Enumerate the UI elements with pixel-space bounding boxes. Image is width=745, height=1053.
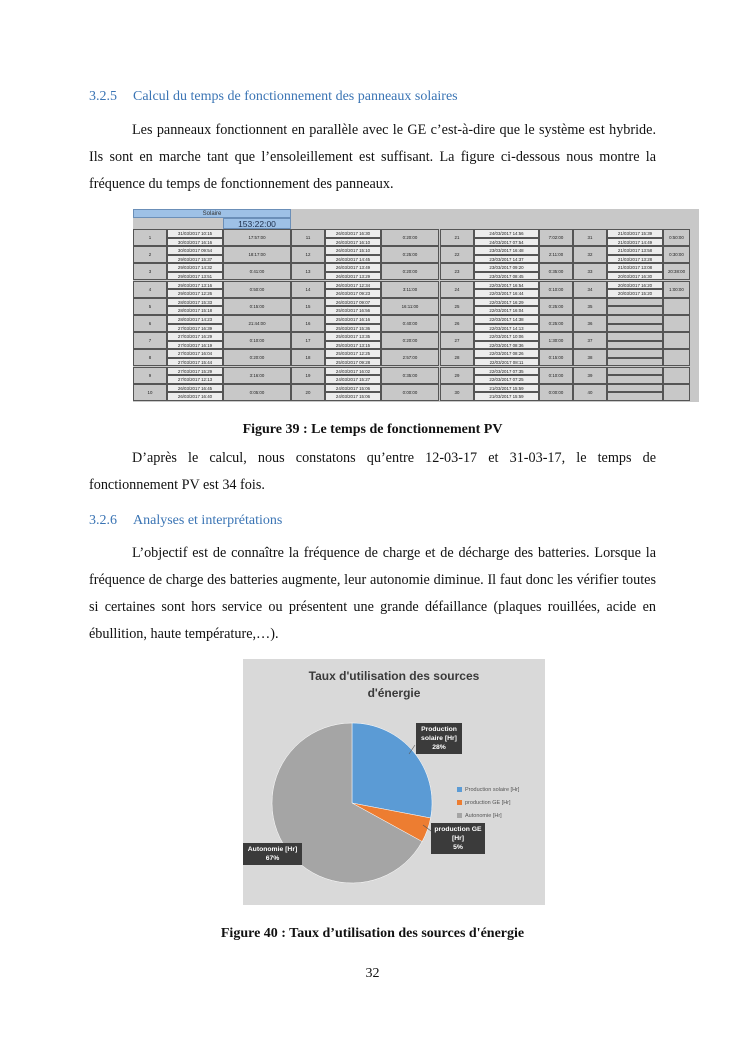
start-datetime: 20/03/2017 16:20 bbox=[607, 281, 663, 290]
start-datetime bbox=[607, 332, 663, 341]
end-datetime: 29/03/2017 12:26 bbox=[167, 289, 223, 298]
legend-label: Production solaire [Hr] bbox=[465, 787, 520, 793]
duration: 0:00:00 bbox=[539, 384, 573, 401]
row-index: 14 bbox=[291, 281, 325, 298]
end-datetime: 26/03/2017 14:45 bbox=[325, 255, 381, 264]
data-label-ge: production GE [Hr] 5% bbox=[431, 823, 485, 854]
end-datetime: 26/03/2017 13:29 bbox=[325, 272, 381, 281]
duration: 0:25:00 bbox=[539, 298, 573, 315]
row-index: 25 bbox=[440, 298, 474, 315]
data-label-solaire: Production solaire [Hr] 28% bbox=[416, 723, 462, 754]
end-datetime: 21/03/2017 14:49 bbox=[607, 238, 663, 247]
start-datetime: 21/03/2017 13:08 bbox=[607, 263, 663, 272]
duration: 0:10:00 bbox=[539, 367, 573, 384]
start-datetime: 26/03/2017 15:10 bbox=[325, 246, 381, 255]
start-datetime bbox=[607, 315, 663, 324]
end-datetime: 22/03/2017 08:11 bbox=[474, 358, 539, 367]
start-datetime: 26/03/2017 13:49 bbox=[325, 263, 381, 272]
end-datetime: 27/03/2017 16:39 bbox=[167, 324, 223, 333]
duration bbox=[663, 367, 690, 384]
end-datetime: 22/03/2017 16:44 bbox=[474, 289, 539, 298]
row-index: 33 bbox=[573, 263, 607, 280]
start-datetime: 24/03/2017 15:06 bbox=[325, 384, 381, 393]
end-datetime: 25/03/2017 15:36 bbox=[325, 324, 381, 333]
end-datetime: 23/03/2017 14:37 bbox=[474, 255, 539, 264]
paragraph-panels: Les panneaux fonctionnent en parallèle avec le GE c’est-à-dire que le système est hybride. Ils sont en marche tant que l’ensoleillement est suffisant. La figure ci-dessous nous montre la fréquence du temps de fonctionnement des panneaux. bbox=[89, 122, 656, 192]
end-datetime: 27/03/2017 15:44 bbox=[167, 358, 223, 367]
end-datetime: 22/03/2017 08:36 bbox=[474, 341, 539, 350]
duration: 1:30:00 bbox=[539, 332, 573, 349]
row-index: 1 bbox=[133, 229, 167, 246]
start-datetime: 26/03/2017 16:30 bbox=[325, 229, 381, 238]
start-datetime: 28/03/2017 14:23 bbox=[167, 315, 223, 324]
duration: 0:20:00 bbox=[381, 263, 439, 280]
end-datetime: 26/03/2017 16:40 bbox=[167, 392, 223, 401]
duration: 0:50:00 bbox=[223, 281, 291, 298]
end-datetime bbox=[607, 392, 663, 401]
start-datetime: 21/03/2017 15:59 bbox=[474, 384, 539, 393]
start-datetime: 23/03/2017 16:48 bbox=[474, 246, 539, 255]
start-datetime bbox=[607, 298, 663, 307]
section-title: Analyses et interprétations bbox=[133, 513, 283, 528]
end-datetime bbox=[607, 306, 663, 315]
table-row bbox=[133, 332, 699, 349]
start-datetime: 31/03/2017 10:15 bbox=[167, 229, 223, 238]
section-heading-3-2-6 bbox=[89, 513, 282, 529]
end-datetime: 22/03/2017 16:04 bbox=[474, 306, 539, 315]
table-row bbox=[133, 349, 699, 366]
energy-sources-pie-chart bbox=[243, 659, 545, 905]
start-datetime: 24/03/2017 14:56 bbox=[474, 229, 539, 238]
duration: 1:00:00 bbox=[663, 281, 690, 298]
row-index: 26 bbox=[440, 315, 474, 332]
end-datetime: 26/03/2017 09:23 bbox=[325, 289, 381, 298]
legend-swatch bbox=[457, 813, 462, 818]
start-datetime: 22/03/2017 08:26 bbox=[474, 349, 539, 358]
row-index: 7 bbox=[133, 332, 167, 349]
section-heading-3-2-5 bbox=[89, 89, 458, 105]
start-datetime: 21/03/2017 15:39 bbox=[607, 229, 663, 238]
row-index: 24 bbox=[440, 281, 474, 298]
duration: 0:10:00 bbox=[539, 281, 573, 298]
end-datetime: 24/03/2017 07:54 bbox=[474, 238, 539, 247]
row-index: 13 bbox=[291, 263, 325, 280]
section-title: Calcul du temps de fonctionnement des panneaux solaires bbox=[133, 89, 458, 104]
duration: 0:41:00 bbox=[223, 263, 291, 280]
legend-swatch bbox=[457, 800, 462, 805]
end-datetime: 25/03/2017 13:15 bbox=[325, 341, 381, 350]
row-index: 20 bbox=[291, 384, 325, 401]
start-datetime: 29/03/2017 13:16 bbox=[167, 281, 223, 290]
legend-item bbox=[457, 785, 519, 798]
duration: 17:57:00 bbox=[223, 229, 291, 246]
row-index: 19 bbox=[291, 367, 325, 384]
start-datetime: 28/03/2017 15:33 bbox=[167, 298, 223, 307]
start-datetime: 21/03/2017 13:58 bbox=[607, 246, 663, 255]
start-datetime: 25/03/2017 13:35 bbox=[325, 332, 381, 341]
row-index: 9 bbox=[133, 367, 167, 384]
row-index: 8 bbox=[133, 349, 167, 366]
row-index: 11 bbox=[291, 229, 325, 246]
table-row bbox=[133, 246, 699, 263]
duration bbox=[663, 384, 690, 401]
row-index: 3 bbox=[133, 263, 167, 280]
start-datetime bbox=[607, 384, 663, 393]
row-index: 4 bbox=[133, 281, 167, 298]
row-index: 32 bbox=[573, 246, 607, 263]
duration: 0:25:00 bbox=[381, 246, 439, 263]
duration: 7:02:00 bbox=[539, 229, 573, 246]
duration: 0:30:00 bbox=[663, 246, 690, 263]
start-datetime: 25/03/2017 12:25 bbox=[325, 349, 381, 358]
row-index: 35 bbox=[573, 298, 607, 315]
legend-label: production GE [Hr] bbox=[465, 800, 511, 806]
row-index: 15 bbox=[291, 298, 325, 315]
end-datetime: 27/03/2017 12:13 bbox=[167, 375, 223, 384]
duration: 16:11:00 bbox=[381, 298, 439, 315]
duration: 0:05:00 bbox=[223, 384, 291, 401]
table-grid bbox=[133, 229, 699, 401]
end-datetime: 29/03/2017 13:51 bbox=[167, 272, 223, 281]
duration: 21:44:00 bbox=[223, 315, 291, 332]
paragraph-calc: D’après le calcul, nous constatons qu’entre 12-03-17 et 31-03-17, le temps de fonctionnement PV est 34 fois. bbox=[89, 450, 656, 493]
end-datetime: 29/03/2017 15:37 bbox=[167, 255, 223, 264]
legend-label: Autonomie [Hr] bbox=[465, 813, 502, 819]
duration: 3:16:00 bbox=[223, 367, 291, 384]
page-number: 32 bbox=[365, 966, 380, 981]
duration: 18:17:00 bbox=[223, 246, 291, 263]
end-datetime bbox=[607, 341, 663, 350]
row-index: 12 bbox=[291, 246, 325, 263]
row-index: 38 bbox=[573, 349, 607, 366]
duration bbox=[663, 298, 690, 315]
duration: 0:35:00 bbox=[381, 367, 439, 384]
row-index: 40 bbox=[573, 384, 607, 401]
table-row bbox=[133, 281, 699, 298]
start-datetime: 27/03/2017 16:29 bbox=[167, 332, 223, 341]
row-index: 30 bbox=[440, 384, 474, 401]
end-datetime: 22/03/2017 07:25 bbox=[474, 375, 539, 384]
duration: 0:20:00 bbox=[223, 349, 291, 366]
start-datetime: 26/03/2017 09:07 bbox=[325, 298, 381, 307]
row-index: 37 bbox=[573, 332, 607, 349]
duration: 0:50:00 bbox=[663, 229, 690, 246]
row-index: 28 bbox=[440, 349, 474, 366]
pie-svg bbox=[243, 659, 545, 905]
start-datetime: 27/03/2017 15:29 bbox=[167, 367, 223, 376]
row-index: 10 bbox=[133, 384, 167, 401]
table-row bbox=[133, 367, 699, 384]
row-index: 27 bbox=[440, 332, 474, 349]
legend-swatch bbox=[457, 787, 462, 792]
end-datetime: 30/03/2017 16:16 bbox=[167, 238, 223, 247]
start-datetime: 30/03/2017 09:54 bbox=[167, 246, 223, 255]
row-index: 23 bbox=[440, 263, 474, 280]
end-datetime: 26/03/2017 16:10 bbox=[325, 238, 381, 247]
start-datetime: 24/03/2017 16:02 bbox=[325, 367, 381, 376]
table-row bbox=[133, 384, 699, 401]
section-number: 3.2.6 bbox=[89, 513, 117, 528]
row-index: 17 bbox=[291, 332, 325, 349]
duration: 0:10:00 bbox=[223, 332, 291, 349]
paragraph-objective: L’objectif est de connaître la fréquence de charge et de décharge des batteries. Lorsque la fréquence de charge des batteries augmente, leur autonomie diminue. Il faut donc les vérifier toutes si certaines sont hors service ou présentent une grande défaillance (plaques rouillées, acide en ébullition, haute température,…). bbox=[89, 545, 656, 642]
duration: 0:40:00 bbox=[381, 315, 439, 332]
duration: 0:00:00 bbox=[381, 384, 439, 401]
row-index: 6 bbox=[133, 315, 167, 332]
start-datetime: 22/03/2017 10:06 bbox=[474, 332, 539, 341]
table-row bbox=[133, 298, 699, 315]
row-index: 39 bbox=[573, 367, 607, 384]
start-datetime bbox=[607, 349, 663, 358]
duration: 0:20:00 bbox=[381, 229, 439, 246]
start-datetime: 22/03/2017 14:38 bbox=[474, 315, 539, 324]
start-datetime: 25/03/2017 16:16 bbox=[325, 315, 381, 324]
chart-title-line2: d'énergie bbox=[367, 686, 421, 700]
duration bbox=[663, 315, 690, 332]
row-index: 21 bbox=[440, 229, 474, 246]
duration: 2:11:00 bbox=[539, 246, 573, 263]
end-datetime: 23/03/2017 08:45 bbox=[474, 272, 539, 281]
duration: 2:57:00 bbox=[381, 349, 439, 366]
end-datetime: 20/03/2017 15:20 bbox=[607, 289, 663, 298]
row-index: 22 bbox=[440, 246, 474, 263]
start-datetime: 22/03/2017 07:35 bbox=[474, 367, 539, 376]
duration bbox=[663, 349, 690, 366]
duration: 0:25:00 bbox=[539, 315, 573, 332]
duration: 0:15:00 bbox=[539, 349, 573, 366]
start-datetime: 23/03/2017 09:20 bbox=[474, 263, 539, 272]
start-datetime bbox=[607, 367, 663, 376]
section-number: 3.2.5 bbox=[89, 89, 117, 104]
end-datetime: 22/03/2017 14:13 bbox=[474, 324, 539, 333]
end-datetime bbox=[607, 375, 663, 384]
end-datetime: 27/03/2017 16:19 bbox=[167, 341, 223, 350]
duration: 20:38:00 bbox=[663, 263, 690, 280]
start-datetime: 27/03/2017 16:04 bbox=[167, 349, 223, 358]
duration: 0:20:00 bbox=[381, 332, 439, 349]
chart-legend bbox=[457, 785, 519, 824]
legend-item bbox=[457, 798, 519, 811]
start-datetime: 22/03/2017 16:54 bbox=[474, 281, 539, 290]
end-datetime: 20/03/2017 16:30 bbox=[607, 272, 663, 281]
table-total-time: 153:22:00 bbox=[223, 218, 291, 229]
row-index: 34 bbox=[573, 281, 607, 298]
end-datetime: 28/03/2017 15:18 bbox=[167, 306, 223, 315]
duration: 0:35:00 bbox=[539, 263, 573, 280]
row-index: 16 bbox=[291, 315, 325, 332]
start-datetime: 26/03/2017 16:45 bbox=[167, 384, 223, 393]
start-datetime: 26/03/2017 12:34 bbox=[325, 281, 381, 290]
end-datetime bbox=[607, 324, 663, 333]
pv-operating-time-table bbox=[133, 209, 699, 402]
table-row bbox=[133, 315, 699, 332]
data-label-autonomie: Autonomie [Hr] 67% bbox=[243, 843, 302, 865]
end-datetime bbox=[607, 358, 663, 367]
end-datetime: 24/03/2017 15:06 bbox=[325, 392, 381, 401]
row-index: 2 bbox=[133, 246, 167, 263]
figure-40-caption: Figure 40 : Taux d’utilisation des sources d'énergie bbox=[220, 926, 525, 941]
end-datetime: 25/03/2017 16:56 bbox=[325, 306, 381, 315]
end-datetime: 24/03/2017 15:27 bbox=[325, 375, 381, 384]
row-index: 5 bbox=[133, 298, 167, 315]
row-index: 18 bbox=[291, 349, 325, 366]
end-datetime: 21/03/2017 15:59 bbox=[474, 392, 539, 401]
end-datetime: 21/03/2017 13:28 bbox=[607, 255, 663, 264]
table-row bbox=[133, 229, 699, 246]
end-datetime: 25/03/2017 09:28 bbox=[325, 358, 381, 367]
duration: 3:11:00 bbox=[381, 281, 439, 298]
row-index: 29 bbox=[440, 367, 474, 384]
table-row bbox=[133, 263, 699, 280]
duration bbox=[663, 332, 690, 349]
figure-39-caption: Figure 39 : Le temps de fonctionnement PV bbox=[242, 422, 503, 437]
start-datetime: 22/03/2017 16:29 bbox=[474, 298, 539, 307]
duration: 0:15:00 bbox=[223, 298, 291, 315]
start-datetime: 29/03/2017 14:32 bbox=[167, 263, 223, 272]
table-header-solaire: Solaire bbox=[133, 209, 291, 218]
row-index: 36 bbox=[573, 315, 607, 332]
chart-title-line1: Taux d'utilisation des sources bbox=[308, 669, 480, 683]
row-index: 31 bbox=[573, 229, 607, 246]
